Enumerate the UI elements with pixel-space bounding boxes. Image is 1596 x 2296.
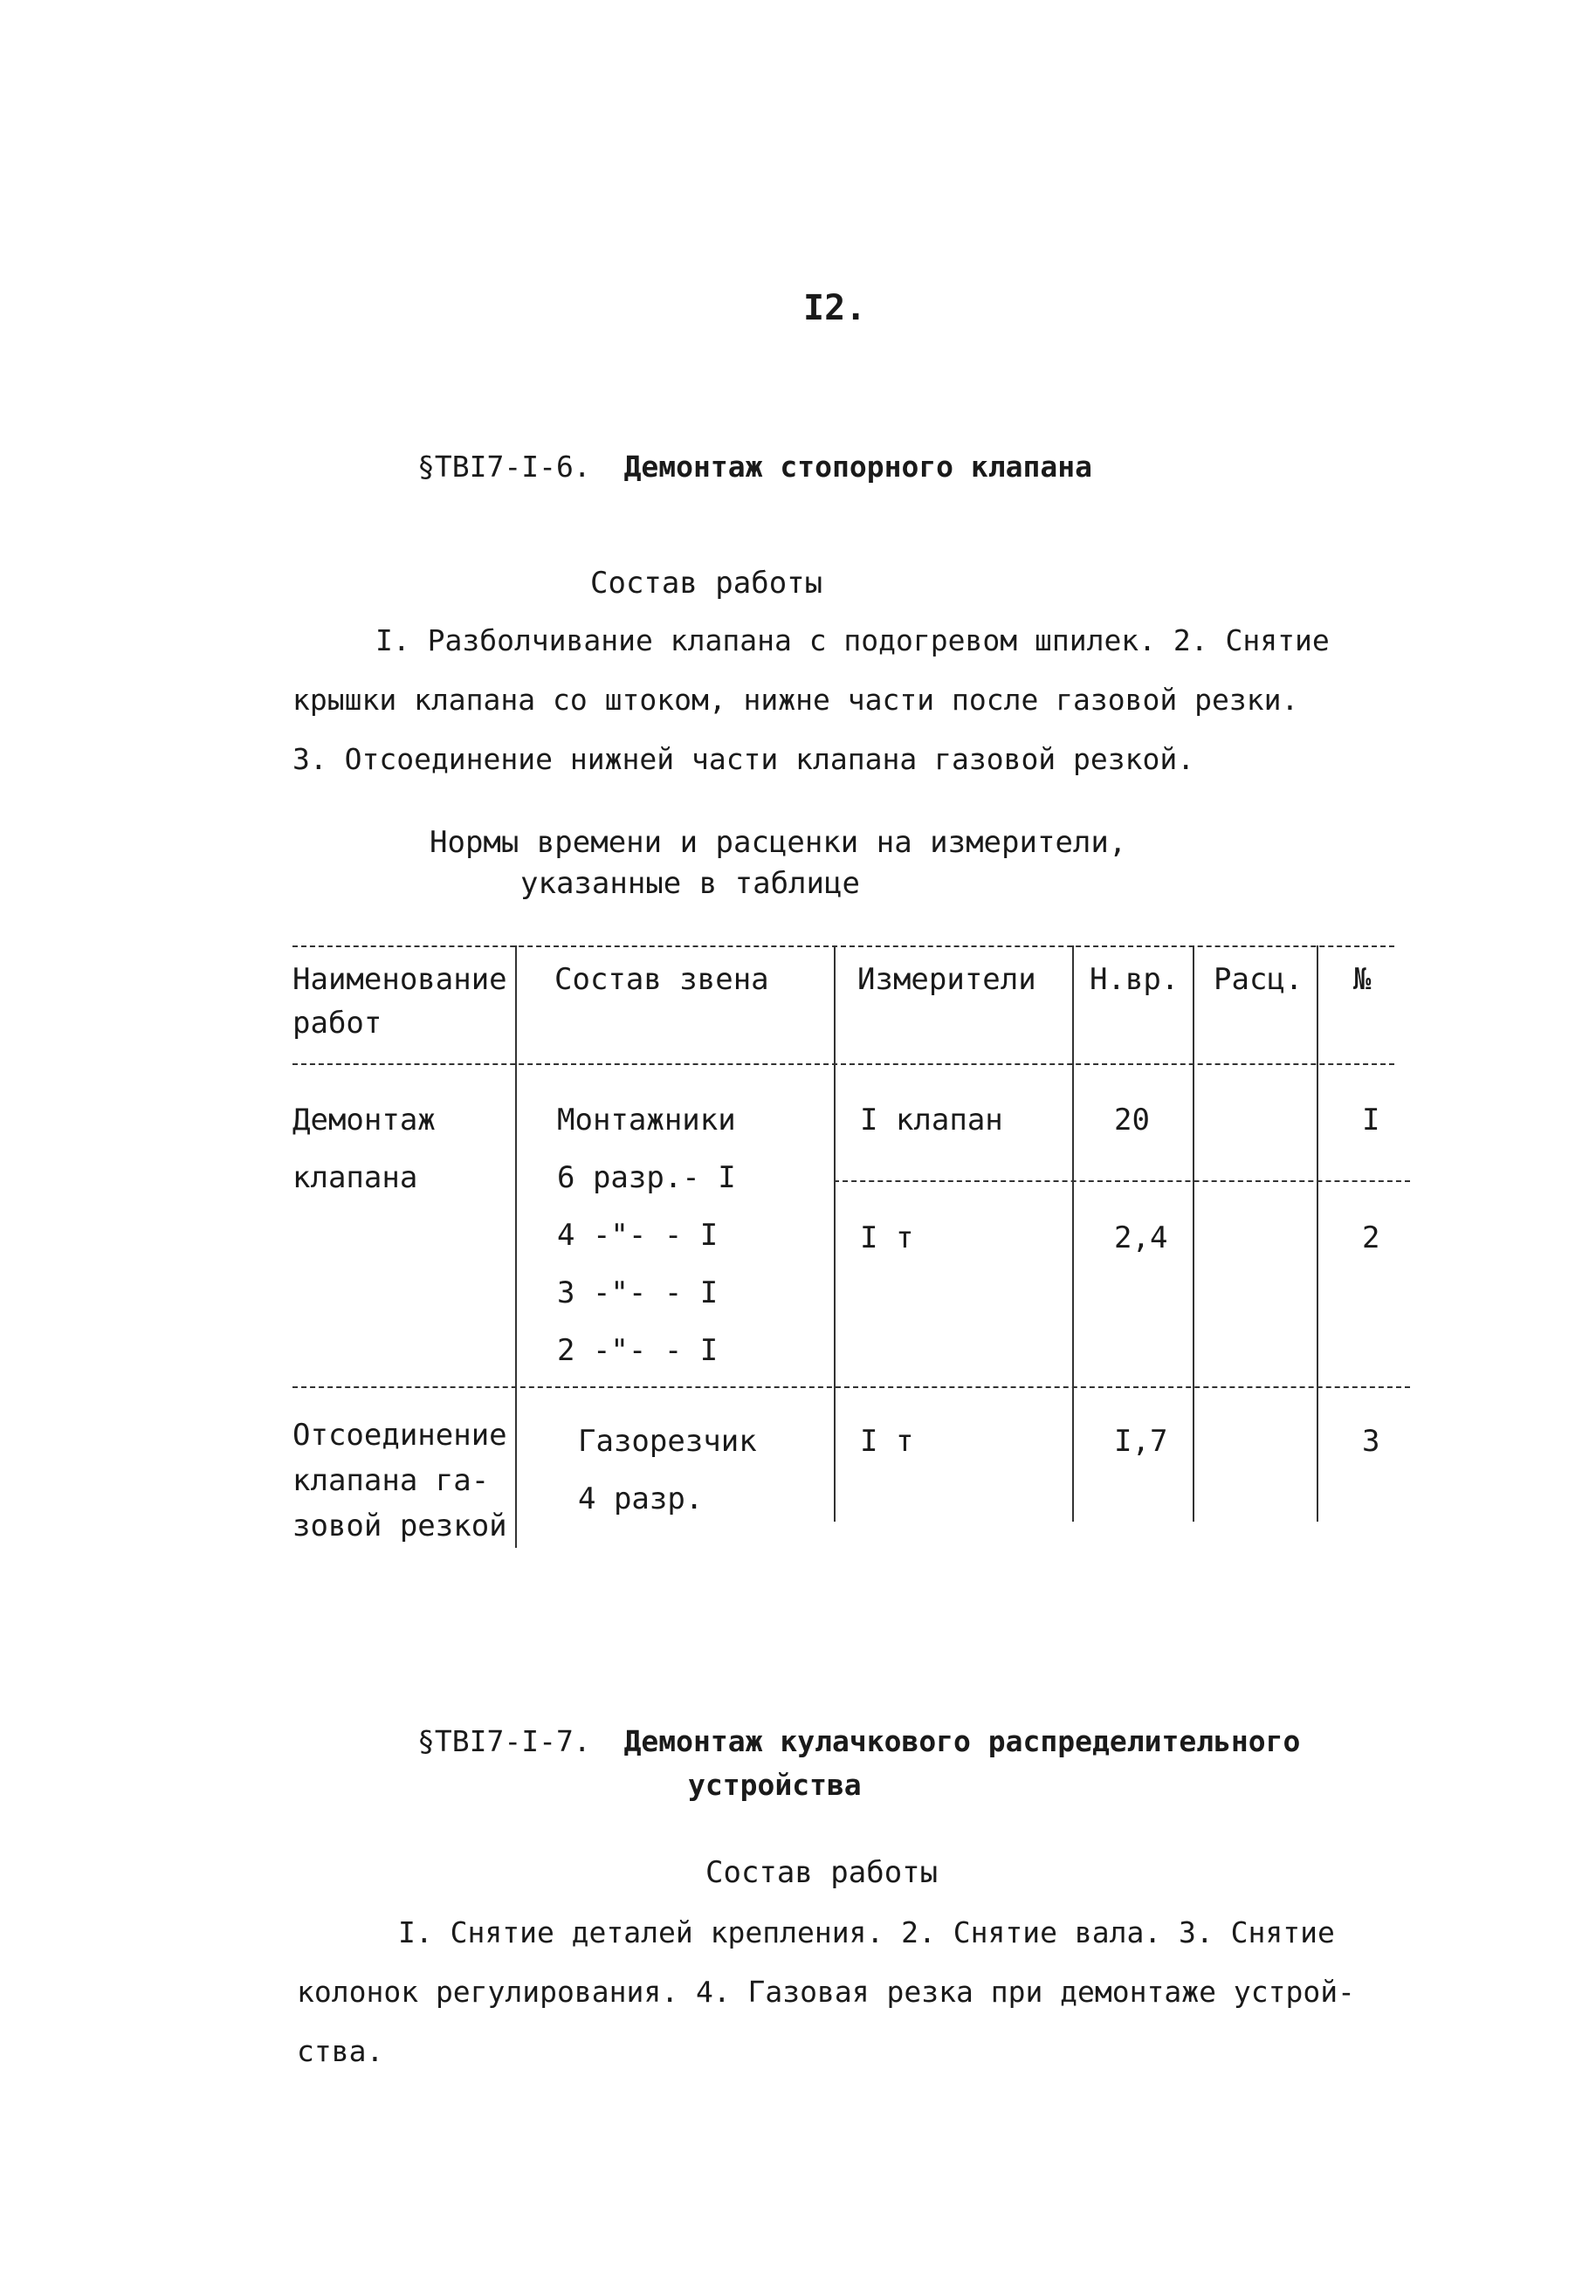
header-name-line-1: Наименование: [292, 962, 507, 997]
section2-heading: [417, 1724, 1300, 1758]
section1-code: §ТВI7-I-6.: [417, 450, 591, 484]
row1-num-a: I: [1362, 1103, 1380, 1138]
section1-work-line-1: I. Разболчивание клапана с подогревом шпилек. 2. Снятие: [375, 623, 1330, 657]
section2-work-line-2: колонок регулирования. 4. Газовая резка при демонтаже устрой-: [297, 1975, 1355, 2009]
row1-name: [292, 1091, 436, 1206]
section2-work-line-3: ства.: [297, 2034, 384, 2068]
section1-work-line-3: 3. Отсоединение нижней части клапана газовой резкой.: [292, 742, 1195, 776]
table-header-rule: [292, 1063, 1394, 1065]
section1-heading: [417, 450, 1092, 484]
row1-crew: [557, 1091, 736, 1379]
row2-name-line-3: зовой резкой: [292, 1509, 507, 1543]
header-rate: Расц.: [1214, 962, 1304, 997]
row1-crew-line-1: Монтажники: [557, 1103, 736, 1138]
row1-name-line-2: клапана: [292, 1160, 418, 1195]
row2-crew: [578, 1413, 757, 1528]
row1-norm-a: 20: [1114, 1103, 1150, 1138]
section2-title-line-2: устройства: [688, 1768, 862, 1802]
norms-caption-line-1: Нормы времени и расценки на измерители,: [430, 825, 1127, 860]
header-num: №: [1353, 962, 1372, 997]
section2-work-line-1: I. Снятие деталей крепления. 2. Снятие вала. 3. Снятие: [398, 1915, 1335, 1949]
row2-name-line-2: клапана га-: [292, 1463, 490, 1498]
section2-title-line-1: Демонтаж кулачкового распределительного: [623, 1724, 1301, 1758]
header-crew: Состав звена: [554, 962, 769, 997]
row2-crew-line-2: 4 разр.: [578, 1481, 704, 1516]
row2-crew-line-1: Газорезчик: [578, 1424, 757, 1459]
row1-norm-b: 2,4: [1114, 1220, 1168, 1255]
header-name: [292, 958, 507, 1045]
row1-crew-line-4: 3 -"- - I: [557, 1275, 719, 1310]
table-col-divider-1: [515, 945, 517, 1548]
row1-num-b: 2: [1362, 1220, 1380, 1255]
row2-num: 3: [1362, 1424, 1380, 1459]
section2-work-heading: Состав работы: [705, 1855, 939, 1890]
section1-title: Демонтаж стопорного клапана: [623, 450, 1092, 484]
table-col-divider-5: [1317, 945, 1318, 1522]
table-top-rule: [292, 945, 1394, 947]
norms-caption-line-2: указанные в таблице: [520, 866, 860, 901]
table-col-divider-2: [834, 945, 836, 1522]
row2-unit: I т: [860, 1424, 914, 1459]
header-norm: Н.вр.: [1090, 962, 1180, 997]
header-unit: Измерители: [857, 962, 1036, 997]
row2-norm: I,7: [1114, 1424, 1168, 1459]
section1-work-heading: Состав работы: [590, 566, 823, 601]
row1-crew-line-5: 2 -"- - I: [557, 1333, 719, 1368]
row1-unit-a: I клапан: [860, 1103, 1003, 1138]
table-col-divider-3: [1072, 945, 1074, 1522]
row1-unit-b: I т: [860, 1220, 914, 1255]
header-name-line-2: работ: [292, 1006, 382, 1041]
row1-crew-line-2: 6 разр.- I: [557, 1160, 736, 1195]
row2-name: [292, 1413, 507, 1549]
table-row-rule: [292, 1386, 1410, 1388]
table-col-divider-4: [1193, 945, 1194, 1522]
row1-crew-line-3: 4 -"- - I: [557, 1218, 719, 1253]
row2-name-line-1: Отсоединение: [292, 1418, 507, 1453]
table-subrow-rule: [834, 1180, 1410, 1182]
section2-code: §ТВI7-I-7.: [417, 1724, 591, 1758]
row1-name-line-1: Демонтаж: [292, 1103, 436, 1138]
page-number: I2.: [803, 288, 867, 328]
section1-work-line-2: крышки клапана со штоком, нижне части после газовой резки.: [292, 683, 1299, 717]
